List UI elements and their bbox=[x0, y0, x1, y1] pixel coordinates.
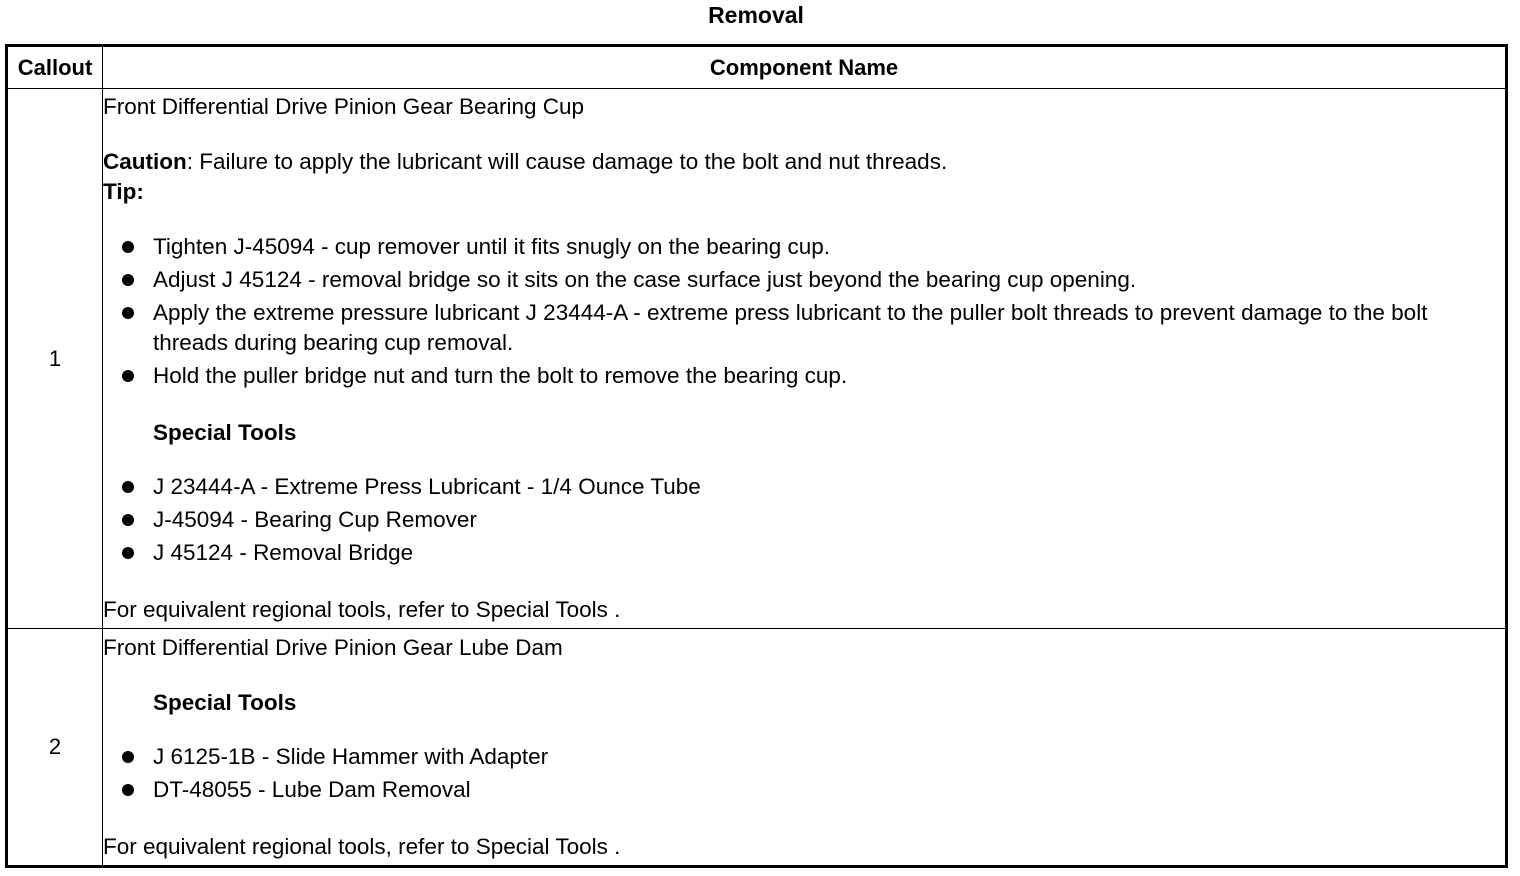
list-item: DT-48055 - Lube Dam Removal bbox=[103, 775, 1505, 805]
bullet-icon bbox=[122, 481, 134, 493]
bullet-icon bbox=[122, 547, 134, 559]
caution-note bbox=[103, 147, 1505, 177]
caution-label: Caution bbox=[103, 149, 187, 174]
special-tools-heading: Special Tools bbox=[153, 420, 297, 445]
list-item: J 45124 - Removal Bridge bbox=[103, 538, 1505, 568]
tools-list bbox=[103, 472, 1505, 568]
component-name: Front Differential Drive Pinion Gear Bearing Cup bbox=[103, 94, 585, 119]
header-row bbox=[7, 46, 1507, 89]
table-row bbox=[7, 629, 1507, 867]
tools-list bbox=[103, 742, 1505, 805]
caution-text: : Failure to apply the lubricant will cause damage to the bolt and nut threads. bbox=[186, 149, 948, 174]
callout-header: Callout bbox=[7, 46, 103, 89]
component-name-header: Component Name bbox=[103, 46, 1507, 89]
list-item: J 23444-A - Extreme Press Lubricant - 1/4 Ounce Tube bbox=[103, 472, 1505, 502]
removal-table bbox=[5, 44, 1508, 868]
bullet-icon bbox=[122, 241, 134, 253]
bullet-icon bbox=[122, 274, 134, 286]
table-row bbox=[7, 89, 1507, 629]
tip-label: Tip: bbox=[103, 179, 144, 204]
regional-tools-note: For equivalent regional tools, refer to Special Tools . bbox=[103, 833, 621, 859]
bullet-icon bbox=[122, 514, 134, 526]
tip-list bbox=[103, 232, 1505, 391]
special-tools-heading: Special Tools bbox=[153, 689, 297, 715]
component-name: Front Differential Drive Pinion Gear Lube Dam bbox=[103, 634, 563, 660]
component-cell bbox=[103, 629, 1507, 867]
regional-tools-note: For equivalent regional tools, refer to Special Tools . bbox=[103, 597, 621, 622]
page-title: Removal bbox=[708, 2, 804, 28]
list-item: Apply the extreme pressure lubricant J 23444-A - extreme press lubricant to the puller bolt threads to prevent damage to the bolt threads during bearing cup removal. bbox=[103, 298, 1505, 358]
list-item: J 6125-1B - Slide Hammer with Adapter bbox=[103, 742, 1505, 772]
list-item: Hold the puller bridge nut and turn the bolt to remove the bearing cup. bbox=[103, 361, 1505, 391]
bullet-icon bbox=[122, 307, 134, 319]
callout-number: 1 bbox=[7, 89, 103, 629]
list-item: Adjust J 45124 - removal bridge so it sits on the case surface just beyond the bearing cup opening. bbox=[103, 265, 1505, 295]
list-item: Tighten J-45094 - cup remover until it fits snugly on the bearing cup. bbox=[103, 232, 1505, 262]
callout-number: 2 bbox=[7, 629, 103, 867]
list-item: J-45094 - Bearing Cup Remover bbox=[103, 505, 1505, 535]
bullet-icon bbox=[122, 784, 134, 796]
component-cell bbox=[103, 89, 1507, 629]
bullet-icon bbox=[122, 370, 134, 382]
bullet-icon bbox=[122, 751, 134, 763]
